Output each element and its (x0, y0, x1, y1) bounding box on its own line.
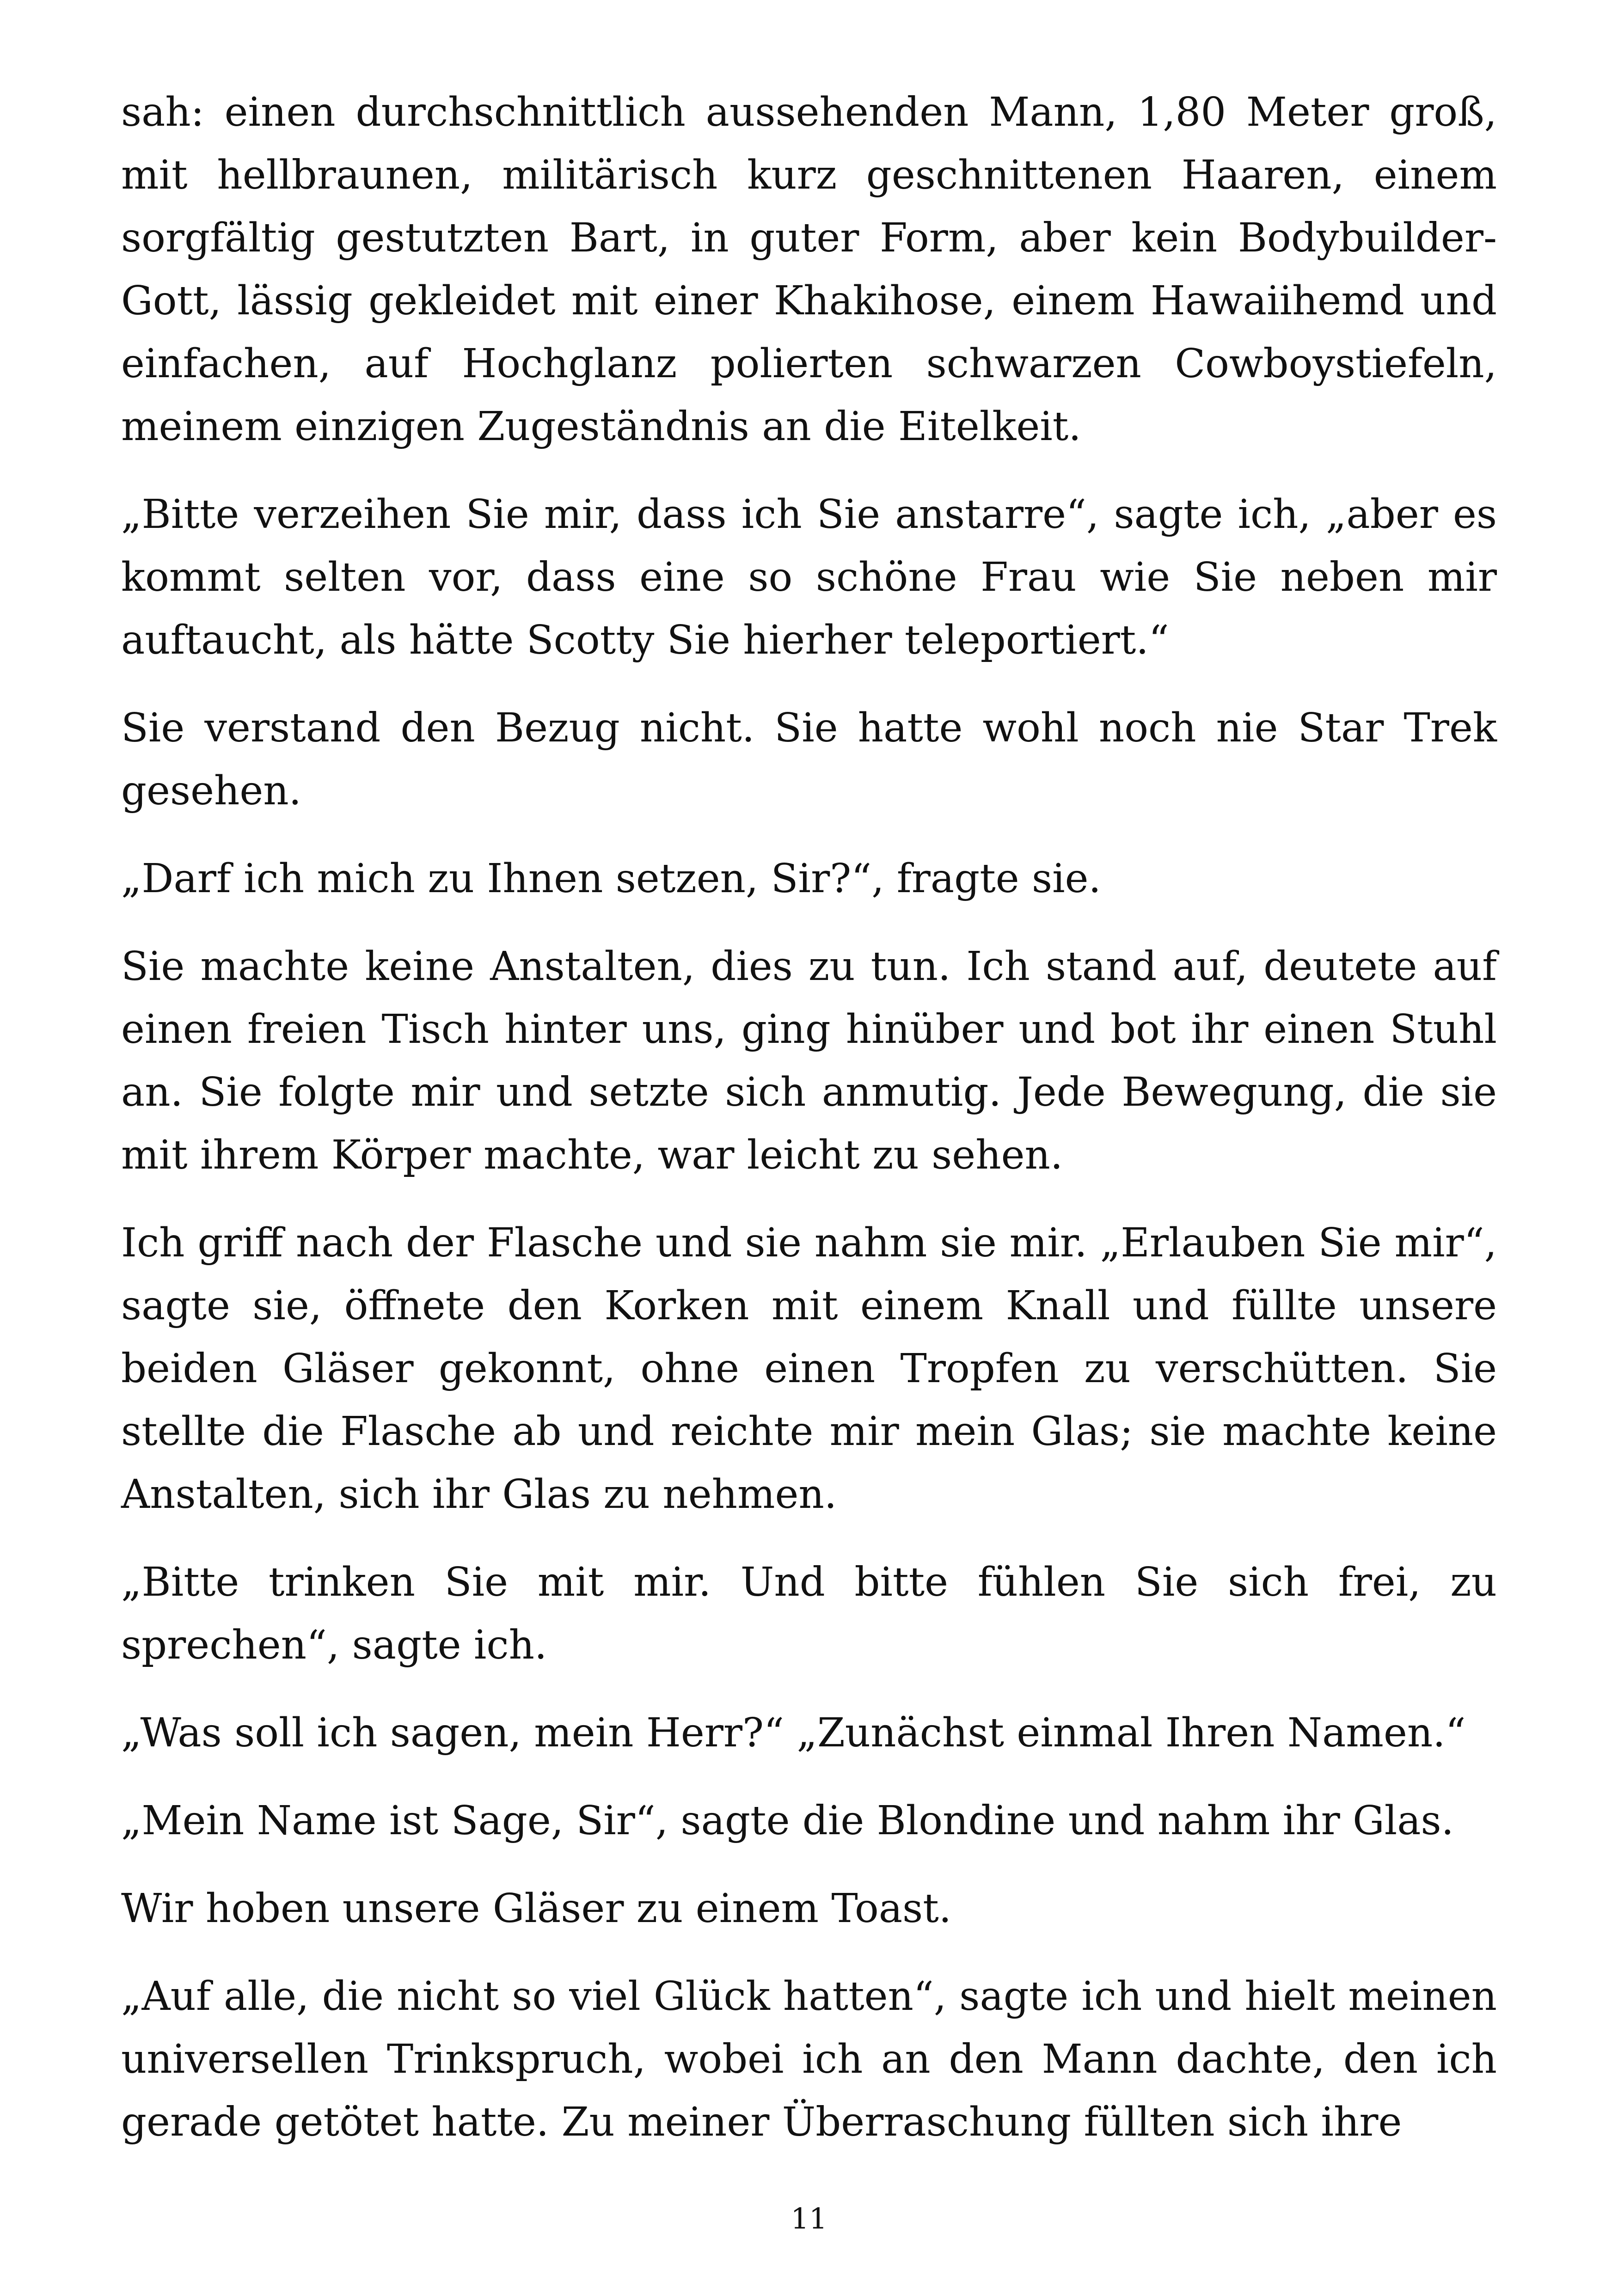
paragraph-11: „Auf alle, die nicht so viel Glück hatten“, sagte ich und hielt meinen universellen Trinkspruch, wobei ich an den Mann dachte, den ich gerade getötet hatte. Zu meiner Überraschung füllten sich ihre (121, 1973, 1497, 2145)
paragraph-2: „Bitte verzeihen Sie mir, dass ich Sie anstarre“, sagte ich, „aber es kommt selten vor, dass eine so schöne Frau wie Sie neben mir auftaucht, als hätte Scotty Sie hierher teleportiert.“ (121, 491, 1497, 663)
paragraph-4: „Darf ich mich zu Ihnen setzen, Sir?“, fragte sie. (121, 856, 1101, 902)
page-number: 11 (791, 2202, 827, 2235)
paragraph-9: „Mein Name ist Sage, Sir“, sagte die Blondine und nahm ihr Glas. (121, 1798, 1454, 1844)
paragraph-5: Sie machte keine Anstalten, dies zu tun. Ich stand auf, deutete auf einen freien Tisch hinter uns, ging hinüber und bot ihr einen Stuhl an. Sie folgte mir und setzte sich anmutig. Jede Bewegung, die sie mit ihrem Körper machte, war leicht zu sehen. (121, 943, 1497, 1178)
paragraph-1: sah: einen durchschnittlich aussehenden Mann, 1,80 Meter groß, mit hellbraunen, militärisch kurz geschnittenen Haaren, einem sorgfältig gestutzten Bart, in guter Form, aber kein Bodybuilder-Gott, lässig gekleidet mit einer Khakihose, einem Hawaiihemd und einfachen, auf Hochglanz polierten schwarzen Cowboystiefeln, meinem einzigen Zugeständnis an die Eitelkeit. (121, 89, 1497, 450)
paragraph-6: Ich griff nach der Flasche und sie nahm sie mir. „Erlauben Sie mir“, sagte sie, öffnete den Korken mit einem Knall und füllte unsere beiden Gläser gekonnt, ohne einen Tropfen zu verschütten. Sie stellte die Flasche ab und reichte mir mein Glas; sie machte keine Anstalten, sich ihr Glas zu nehmen. (121, 1220, 1497, 1518)
body-text (121, 81, 1497, 2179)
paragraph-10: Wir hoben unsere Gläser zu einem Toast. (121, 1886, 952, 1932)
paragraph-8: „Was soll ich sagen, mein Herr?“ „Zunächst einmal Ihren Namen.“ (121, 1710, 1466, 1756)
paragraph-3: Sie verstand den Bezug nicht. Sie hatte wohl noch nie Star Trek gesehen. (121, 705, 1497, 814)
paragraph-7: „Bitte trinken Sie mit mir. Und bitte fühlen Sie sich frei, zu sprechen“, sagte ich. (121, 1559, 1497, 1668)
